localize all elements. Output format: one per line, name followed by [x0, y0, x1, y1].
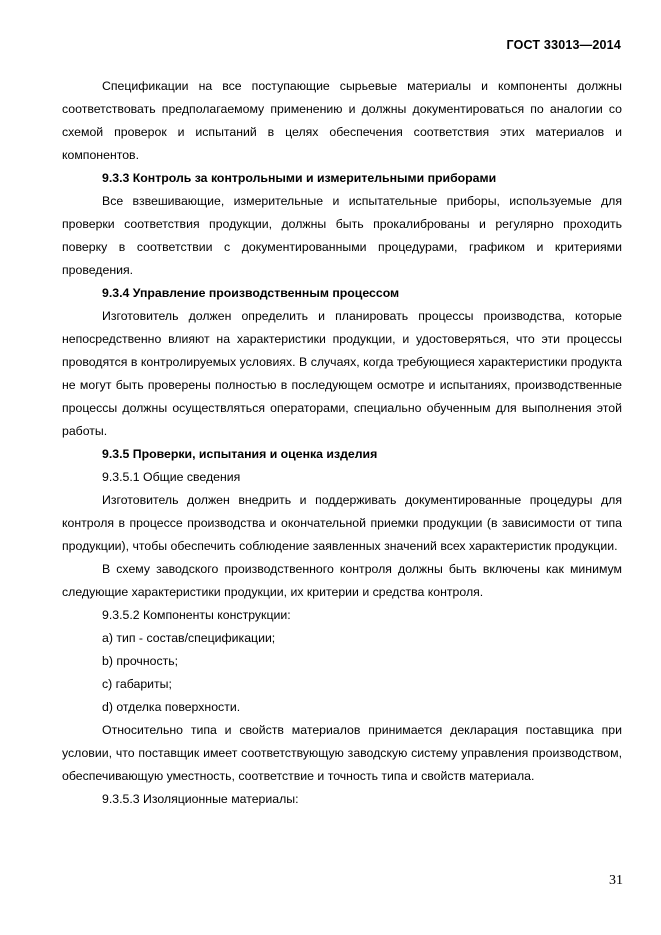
list-item: b) прочность;	[102, 654, 179, 668]
body-text	[62, 75, 622, 811]
subsection-heading: 9.3.5.1 Общие сведения	[102, 470, 241, 484]
list-item: c) габариты;	[102, 677, 172, 691]
section-heading: 9.3.5 Проверки, испытания и оценка изделия	[102, 447, 378, 461]
standard-code: ГОСТ 33013—2014	[506, 38, 621, 52]
section-heading: 9.3.3 Контроль за контрольными и измерительными приборами	[102, 171, 497, 185]
subsection-heading: 9.3.5.3 Изоляционные материалы:	[102, 792, 299, 806]
subsection-heading: 9.3.5.2 Компоненты конструкции:	[102, 608, 291, 622]
list-item: a) тип - состав/спецификации;	[102, 631, 276, 645]
list-item: d) отделка поверхности.	[102, 700, 241, 714]
paragraph: Изготовитель должен определить и планировать процессы производства, которые непосредственно влияют на характеристики продукции, и удостоверяться, что эти процессы проводятся в контролируемых условиях. В случаях, когда требующиеся характеристики продукта не могут быть проверены полностью в последующем осмотре и испытаниях, производственные процессы должны осуществляться операторами, специально обученным для выполнения этой работы.	[62, 309, 622, 438]
paragraph: Все взвешивающие, измерительные и испытательные приборы, используемые для проверки соответствия продукции, должны быть прокалиброваны и регулярно проходить поверку в соответствии с документированными процедурами, графиком и критериями проведения.	[62, 194, 622, 277]
paragraph: Относительно типа и свойств материалов принимается декларация поставщика при условии, что поставщик имеет соответствующую заводскую систему управления производством, обеспечивающую уместность, соответствие и точность типа и свойств материала.	[62, 723, 622, 783]
paragraph: Изготовитель должен внедрить и поддерживать документированные процедуры для контроля в процессе производства и окончательной приемки продукции (в зависимости от типа продукции), чтобы обеспечить соблюдение заявленных значений всех характеристик продукции.	[62, 493, 622, 553]
page-number: 31	[609, 873, 623, 888]
section-heading: 9.3.4 Управление производственным процессом	[102, 286, 400, 300]
paragraph: Спецификации на все поступающие сырьевые материалы и компоненты должны соответствовать предполагаемому применению и должны документироваться по аналогии со схемой проверок и испытаний в целях обеспечения соответствия этих материалов и компонентов.	[62, 79, 622, 162]
paragraph: В схему заводского производственного контроля должны быть включены как минимум следующие характеристики продукции, их критерии и средства контроля.	[62, 562, 622, 599]
